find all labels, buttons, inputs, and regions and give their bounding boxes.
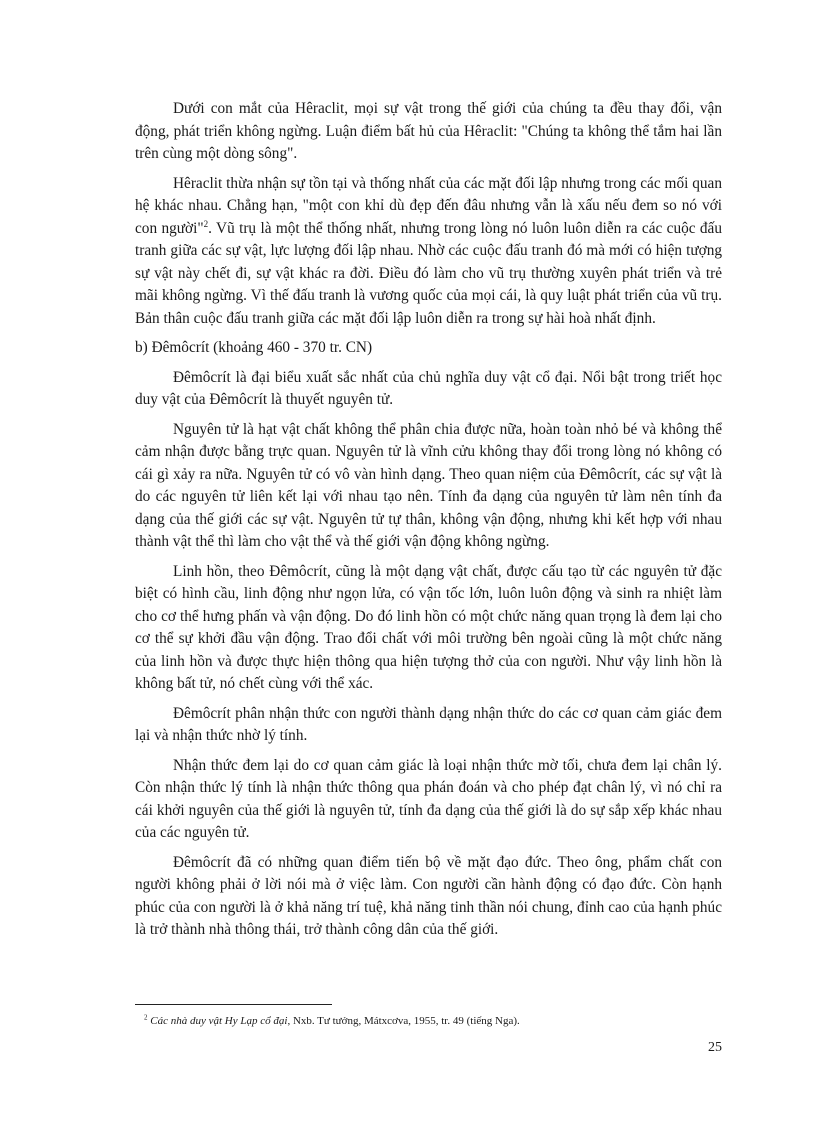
footnote-reference[interactable]: 2	[203, 218, 209, 229]
page-body	[135, 98, 722, 949]
paragraph-atoms: Nguyên tử là hạt vật chất không thể phân chia được nữa, hoàn toàn nhỏ bé và không thể cảm nhận được bằng trực quan. Nguyên tử là vĩnh cửu không thay đổi trong lòng nó không có cái gì xảy ra nữa. Nguyên tử có vô vàn hình dạng. Theo quan niệm của Đêmôcrít, các sự vật là do các nguyên tử liên kết lại với nhau tạo nên. Tính đa dạng của nguyên tử làm nên tính đa dạng của thế giới các sự vật. Nguyên tử tự thân, không vận động, nhưng khi kết hợp với nhau thành vật thể thì làm cho vật thể và thế giới vận động không ngừng.	[135, 420, 722, 550]
paragraph-sensory-rational: Nhận thức đem lại do cơ quan cảm giác là loại nhận thức mờ tối, chưa đem lại chân lý. Còn nhận thức lý tính là nhận thức thông qua phán đoán và cho phép đạt chân lý, vì nó chỉ ra cái khởi nguyên của thế giới là nguyên tử, tính đa dạng của thế giới là do sự sắp xếp khác nhau của các nguyên tử.	[135, 756, 722, 841]
paragraph-ethics: Đêmôcrít đã có những quan điểm tiến bộ về mặt đạo đức. Theo ông, phẩm chất con người không phải ở lời nói mà ở việc làm. Con người cần hành động có đạo đức. Còn hạnh phúc của con người là ở khả năng trí tuệ, khả năng tinh thần nói chung, đỉnh cao của hạnh phúc là trở thành nhà thông thái, trở thành công dân của thế giới.	[135, 853, 722, 938]
footnote-number: 2	[144, 1013, 148, 1022]
page-number: 25	[708, 1040, 722, 1055]
paragraph-heraclit-change: Dưới con mắt của Hêraclit, mọi sự vật trong thế giới của chúng ta đều thay đổi, vận động, phát triển không ngừng. Luận điểm bất hủ của Hêraclit: "Chúng ta không thể tắm hai lần trên cùng một dòng sông".	[135, 100, 722, 162]
paragraph-cognition: Đêmôcrít phân nhận thức con người thành dạng nhận thức do các cơ quan cảm giác đem lại và nhận thức nhờ lý tính.	[135, 704, 722, 744]
paragraph-heraclit-opposites	[135, 173, 722, 331]
footnote	[135, 1014, 731, 1028]
footnote-title: Các nhà duy vật Hy Lạp cổ đại	[150, 1015, 288, 1027]
paragraph-text: Hêraclit thừa nhận sự tồn tại và thống nhất của các mặt đối lập nhưng trong các mối quan hệ khác nhau. Chẳng hạn, "một con khỉ dù đẹp đến đâu nhưng vẫn là xấu nếu đem so nó với con người"	[135, 174, 722, 237]
footnote-divider	[135, 1004, 332, 1005]
paragraph-soul: Linh hồn, theo Đêmôcrít, cũng là một dạng vật chất, được cấu tạo từ các nguyên tử đặc biệt có hình cầu, linh động như ngọn lửa, có vận tốc lớn, luôn luôn động và sinh ra nhiệt làm cho cơ thể hưng phấn và vận động. Do đó linh hồn có một chức năng quan trọng là đem lại cho cơ thể sự khởi đầu vận động. Trao đổi chất với môi trường bên ngoài cũng là một chức năng của linh hồn và được thực hiện thông qua hiện tượng thở của con người. Như vậy linh hồn là không bất tử, nó chết cùng với thể xác.	[135, 562, 722, 692]
footnote-source: , Nxb. Tư tưởng, Mátxcơva, 1955, tr. 49 (tiếng Nga).	[287, 1015, 520, 1027]
paragraph-text: . Vũ trụ là một thể thống nhất, nhưng trong lòng nó luôn luôn diễn ra các cuộc đấu tranh giữa các sự vật, lực lượng đối lập nhau. Nhờ các cuộc đấu tranh đó mà mới có hiện tượng sự vật này chết đi, sự vật khác ra đời. Điều đó làm cho vũ trụ thường xuyên phát triển và trẻ mãi không ngừng. Vì thế đấu tranh là vương quốc của mọi cái, là quy luật phát triển của vũ trụ. Bản thân cuộc đấu tranh giữa các mặt đối lập luôn diễn ra trong sự hài hoà nhất định.	[135, 219, 722, 327]
paragraph-democritus-intro: Đêmôcrít là đại biểu xuất sắc nhất của chủ nghĩa duy vật cổ đại. Nổi bật trong triết học duy vật của Đêmôcrít là thuyết nguyên tử.	[135, 368, 722, 408]
section-heading-democritus: b) Đêmôcrít (khoảng 460 - 370 tr. CN)	[135, 339, 373, 356]
